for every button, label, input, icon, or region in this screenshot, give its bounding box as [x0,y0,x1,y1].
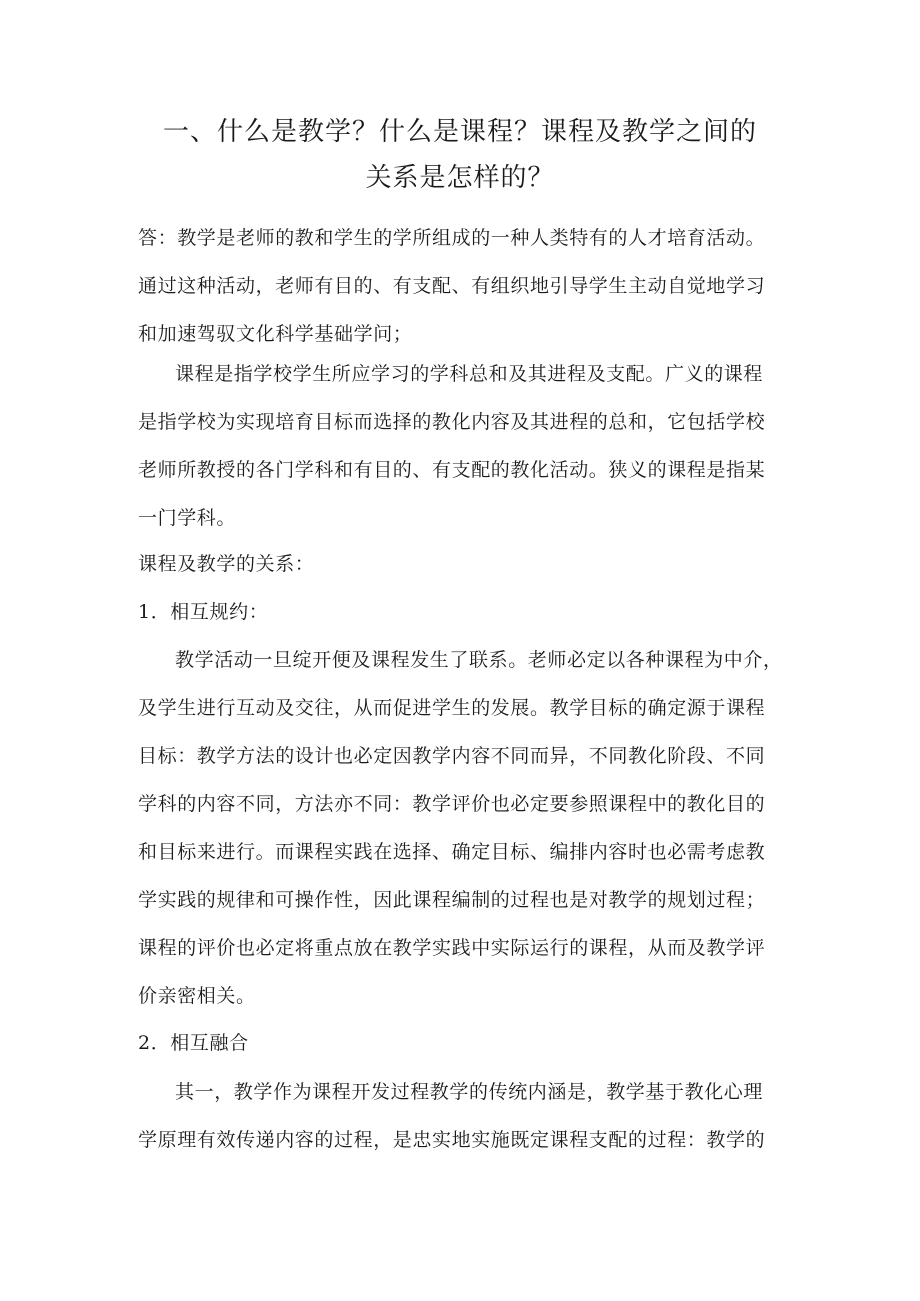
answer-line: 和加速驾驭文化科学基础学问； [138,323,413,345]
section-1-line: 价亲密相关。 [138,985,256,1007]
section-1-line: 学科的内容不同，方法亦不同：教学评价也必定要参照课程中的教化目的 [138,793,766,815]
curriculum-line: 一门学科。 [138,507,237,529]
curriculum-paragraph [138,350,786,542]
section-1-line: 教学活动一旦绽开便及课程发生了联系。老师必定以各种课程为中介， [175,649,783,671]
section-1-heading: 1．相互规约： [138,601,269,623]
curriculum-line: 老师所教授的各门学科和有目的、有支配的教化活动。狭义的课程是指某 [138,459,766,481]
section-2-heading: 2．相互融合 [138,1032,249,1054]
section-1-line: 和目标来进行。而课程实践在选择、确定目标、编排内容时也必需考虑教 [138,841,766,863]
curriculum-line: 课程是指学校学生所应学习的学科总和及其进程及支配。广义的课程 [175,363,764,385]
relation-heading: 课程及教学的关系： [138,553,315,575]
curriculum-line: 是指学校为实现培育目标而选择的教化内容及其进程的总和，它包括学校 [138,411,766,433]
section-2-paragraph [138,1068,786,1164]
section-1-line: 及学生进行互动及交往，从而促进学生的发展。教学目标的确定源于课程 [138,697,766,719]
section-2-line: 学原理有效传递内容的过程，是忠实地实施既定课程支配的过程：教学的 [138,1129,766,1151]
document-title-line-1: 一、什么是教学？什么是课程？课程及教学之间的 [162,117,757,147]
section-1-line: 目标：教学方法的设计也必定因教学内容不同而异，不同教化阶段、不同 [138,745,766,767]
section-1-line: 学实践的规律和可操作性，因此课程编制的过程也是对教学的规划过程； [138,889,766,911]
section-2-line: 其一，教学作为课程开发过程教学的传统内涵是，教学基于教化心理 [175,1081,764,1103]
answer-paragraph [138,214,786,358]
section-1-paragraph [138,636,786,1020]
document-title-line-2: 关系是怎样的？ [365,163,555,193]
answer-line: 通过这种活动，老师有目的、有支配、有组织地引导学生主动自觉地学习 [138,275,766,297]
answer-line: 答：教学是老师的教和学生的学所组成的一种人类特有的人才培育活动。 [138,227,766,249]
section-1-line: 课程的评价也必定将重点放在教学实践中实际运行的课程，从而及教学评 [138,937,766,959]
